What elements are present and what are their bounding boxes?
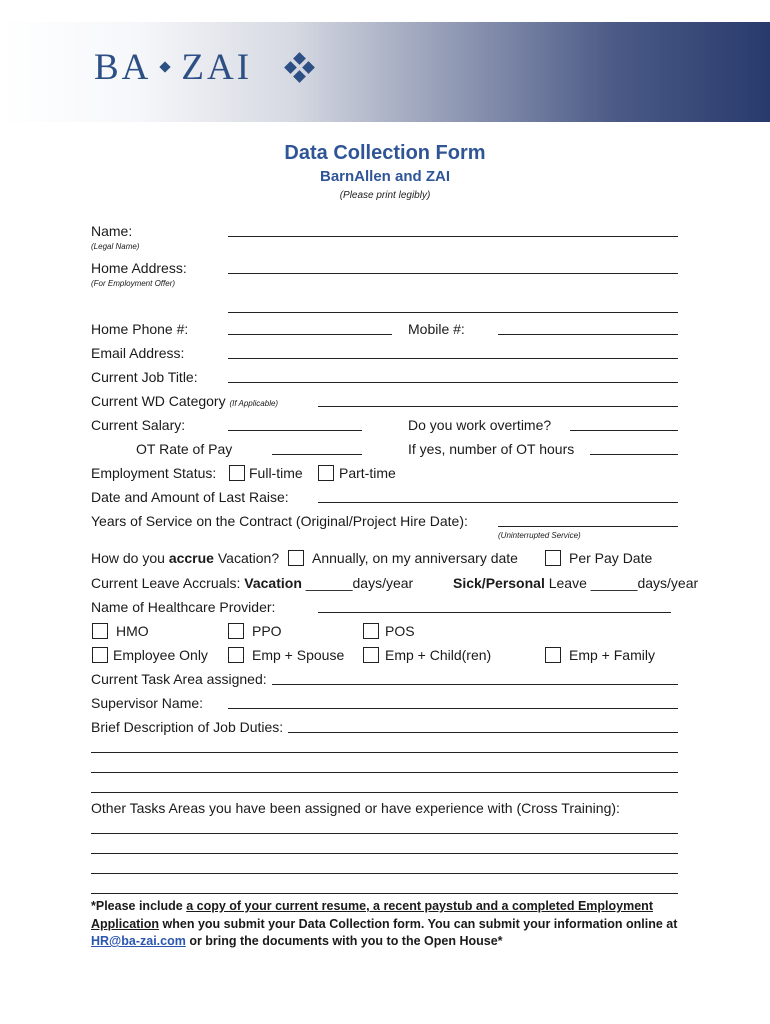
emp-spouse-label: Emp + Spouse <box>252 647 345 663</box>
job-duties-line-4[interactable] <box>91 792 678 793</box>
supervisor-label: Supervisor Name: <box>91 695 204 711</box>
anniversary-checkbox[interactable] <box>288 550 304 566</box>
other-tasks-line-3[interactable] <box>91 873 678 874</box>
legal-name-note: (Legal Name) <box>91 242 140 251</box>
other-tasks-line-1[interactable] <box>91 833 678 834</box>
per-pay-checkbox[interactable] <box>545 550 561 566</box>
job-duties-line-2[interactable] <box>91 752 678 753</box>
employee-only-checkbox[interactable] <box>92 647 108 663</box>
other-tasks-line-4[interactable] <box>91 893 678 894</box>
mobile-field[interactable] <box>498 334 678 335</box>
other-tasks-label: Other Tasks Areas you have been assigned or have experience with (Cross Training): <box>91 800 620 816</box>
wd-category-field[interactable] <box>318 406 678 407</box>
anniversary-label: Annually, on my anniversary date <box>312 550 518 566</box>
ot-hours-field[interactable] <box>590 454 678 455</box>
emp-child-label: Emp + Child(ren) <box>385 647 492 663</box>
job-title-field[interactable] <box>228 382 678 383</box>
ot-rate-field[interactable] <box>272 454 362 455</box>
pos-label: POS <box>385 623 415 639</box>
uninterrupted-note: (Uninterrupted Service) <box>498 531 581 540</box>
home-phone-field[interactable] <box>228 334 392 335</box>
overtime-label: Do you work overtime? <box>408 417 552 433</box>
email-label: Email Address: <box>91 345 185 361</box>
other-tasks-line-2[interactable] <box>91 853 678 854</box>
part-time-checkbox[interactable] <box>318 465 334 481</box>
name-field[interactable] <box>228 236 678 237</box>
job-duties-label: Brief Description of Job Duties: <box>91 719 284 735</box>
emp-child-checkbox[interactable] <box>363 647 379 663</box>
supervisor-field[interactable] <box>228 708 678 709</box>
healthcare-field[interactable] <box>318 612 671 613</box>
healthcare-label: Name of Healthcare Provider: <box>91 599 276 615</box>
clover-icon <box>286 54 314 82</box>
ot-hours-label: If yes, number of OT hours <box>408 441 575 457</box>
last-raise-field[interactable] <box>318 502 678 503</box>
years-service-field[interactable] <box>498 526 678 527</box>
footer-note: *Please include a copy of your current resume, a recent paystub and a completed Employment Application when you submit your Data Collection form. You can submit your information online at HR@ba-zai.com or bring the documents with you to the Open House* <box>91 899 678 948</box>
job-title-label: Current Job Title: <box>91 369 198 385</box>
home-phone-label: Home Phone #: <box>91 321 189 337</box>
pos-checkbox[interactable] <box>363 623 379 639</box>
ppo-label: PPO <box>252 623 282 639</box>
job-duties-field[interactable] <box>288 732 678 733</box>
employee-only-label: Employee Only <box>113 647 208 663</box>
ot-rate-label: OT Rate of Pay <box>136 441 233 457</box>
email-field[interactable] <box>228 358 678 359</box>
home-address-label: Home Address: <box>91 260 187 276</box>
diamond-icon <box>160 61 171 72</box>
task-area-label: Current Task Area assigned: <box>91 671 267 687</box>
overtime-field[interactable] <box>570 430 678 431</box>
leave-accruals-label: Current Leave Accruals: Vacation ______days/year <box>91 575 414 591</box>
years-service-label: Years of Service on the Contract (Original/Project Hire Date): <box>91 513 468 529</box>
full-time-checkbox[interactable] <box>229 465 245 481</box>
print-note: (Please print legibly) <box>339 190 431 201</box>
employment-status-label: Employment Status: <box>91 465 217 481</box>
company-logo: BA ZAI <box>94 47 253 88</box>
hmo-checkbox[interactable] <box>92 623 108 639</box>
hr-email-link[interactable]: HR@ba-zai.com <box>91 934 186 948</box>
full-time-label: Full-time <box>249 465 303 481</box>
employment-offer-note: (For Employment Offer) <box>91 279 176 288</box>
per-pay-label: Per Pay Date <box>569 550 653 566</box>
ppo-checkbox[interactable] <box>228 623 244 639</box>
salary-label: Current Salary: <box>91 417 186 433</box>
sick-leave-label: Sick/Personal Leave ______days/year <box>453 575 699 591</box>
part-time-label: Part-time <box>339 465 396 481</box>
emp-family-checkbox[interactable] <box>545 647 561 663</box>
wd-category-label: Current WD Category (If Applicable) <box>91 393 279 409</box>
job-duties-line-3[interactable] <box>91 772 678 773</box>
hmo-label: HMO <box>116 623 149 639</box>
name-label: Name: <box>91 223 133 239</box>
task-area-field[interactable] <box>272 684 678 685</box>
mobile-label: Mobile #: <box>408 321 465 337</box>
salary-field[interactable] <box>228 430 362 431</box>
form-title: Data Collection Form <box>284 142 486 164</box>
emp-family-label: Emp + Family <box>569 647 655 663</box>
home-address-field[interactable] <box>228 273 678 274</box>
emp-spouse-checkbox[interactable] <box>228 647 244 663</box>
last-raise-label: Date and Amount of Last Raise: <box>91 489 289 505</box>
form-subtitle: BarnAllen and ZAI <box>319 168 450 185</box>
home-address-field-2[interactable] <box>228 312 678 313</box>
vacation-accrue-label: How do you accrue Vacation? <box>91 550 280 566</box>
